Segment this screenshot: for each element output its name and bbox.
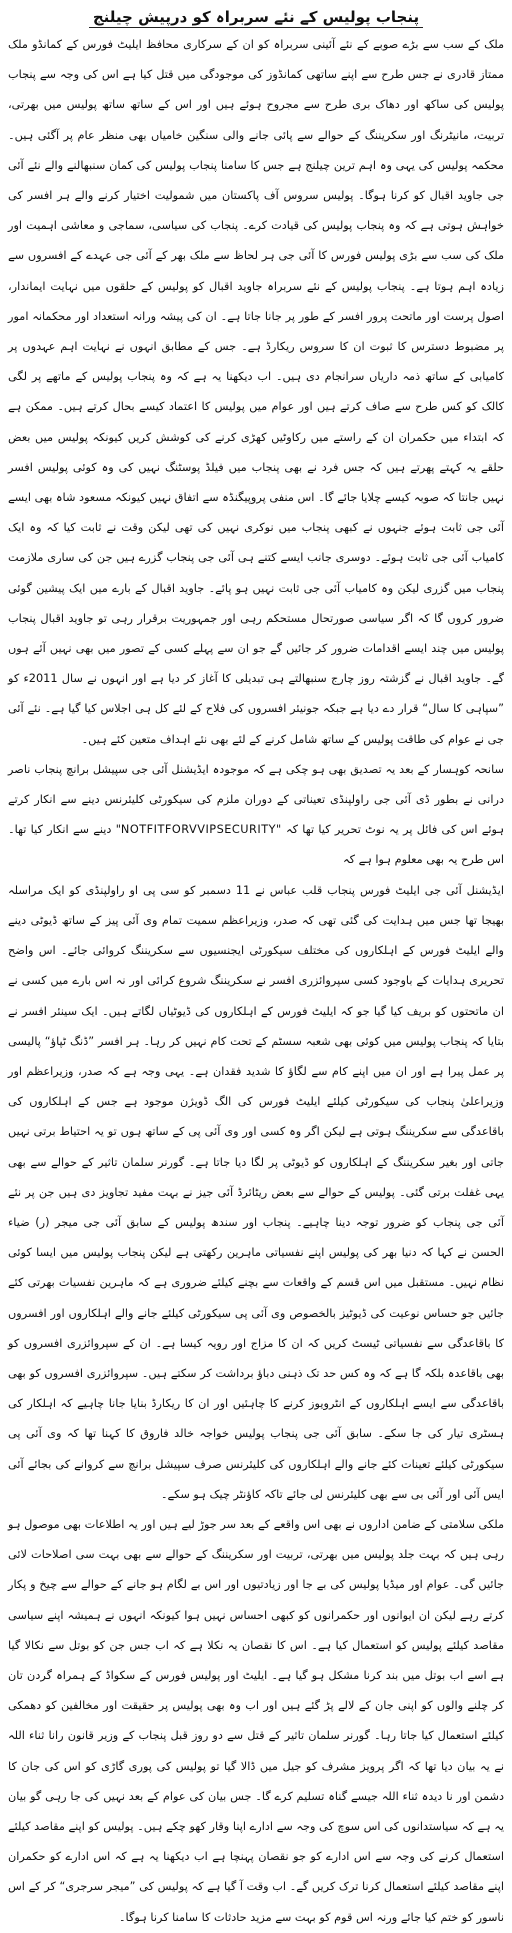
article-paragraph-3: ایڈیشنل آئی جی ایلیٹ فورس پنجاب قلب عباس نے 11 دسمبر کو سی پی او راولپنڈی کو ایک مراسلہ بھیجا تھا جس میں ہدایت کی گئی تھی کہ صدر، وزیراعظم سمیت تمام وی آئی پیز کے ساتھ ڈیوٹی دینے والے ایلیٹ فورس کے اہلکاروں کی مختلف سیکورٹی ایجنسیوں سے سکریننگ کروائی جائے۔ اس واضح تحریری ہدایات کے باوجود کسی سپروائزری افسر نے سکریننگ شروع کرائی اور نہ اس بارے میں کسی نے ان ماتحتوں کو بریف کیا گیا جو کہ ایلیٹ فورس کے اہلکاروں کی ڈیوٹیاں لگاتے ہیں۔ ایک سینئر افسر نے بتایا کہ پنجاب پولیس میں کوئی بھی شعبہ سسٹم کے تحت کام نہیں کر رہا۔ ہر افسر ”ڈنگ ٹپاؤ“ پالیسی پر عمل پیرا ہے اور ان میں اپنے کام سے لگاؤ کا شدید فقدان ہے۔ یہی وجہ ہے کہ صدر، وزیراعظم اور وزیراعلیٰ پنجاب کی سیکورٹی کیلئے ایلیٹ فورس کی الگ ڈویژن موجود ہے جس کے اہلکاروں کی باقاعدگی سے سکریننگ ہوتی ہے لیکن اگر وہ کسی اور وی آئی پی کے ساتھ ہوں تو یہ احتیاط برتی نہیں جاتی اور بغیر سکریننگ کے اہلکاروں کو ڈیوٹی پر لگا دیا جاتا ہے۔ گورنر سلمان تاثیر کے حوالے سے بھی یہی غفلت برتی گئی۔ پولیس کے حوالے سے بعض ریٹائرڈ آئی جیز نے بہت مفید تجاویز دی ہیں جن پر نئے آئی جی پنجاب کو ضرور توجہ دینا چاہیے۔ پنجاب اور سندھ پولیس کے سابق آئی جی میجر (ر) ضیاء الحسن نے کہا کہ دنیا بھر کی پولیس اپنے نفسیاتی ماہرین رکھتی ہے لیکن پنجاب پولیس میں ایسا کوئی نظام نہیں۔ مستقبل میں اس قسم کے واقعات سے بچنے کیلئے ضروری ہے کہ ماہرین نفسیات بھرتی کئے جائیں جو حساس نوعیت کی ڈیوٹیز بالخصوص وی آئی پی سیکورٹی کیلئے جانے والے اہلکاروں اور افسروں کا باقاعدگی سے نفسیاتی ٹیسٹ کریں کہ ان کا مزاج اور رویہ کیسا ہے۔ ان کے سپروائزری افسروں کو بھی باقاعدہ بلکہ گا ہے کہ وہ کس حد تک ذہنی دباؤ برداشت کر سکتے ہیں۔ سپروائزری افسروں کو بھی باقاعدگی سے ایسے اہلکاروں کے انٹرویوز کرنے کا چاہئیں اور ان کا ریکارڈ بنایا جانا چاہیے کہ اہلکار کی ہسٹری تیار کی جا سکے۔ سابق آئی جی پنجاب پولیس خواجہ خالد فاروق کا کہنا تھا کہ وی آئی پی سیکورٹی کیلئے تعینات کئے جانے والے اہلکاروں کی کلیئرنس صرف سپیشل برانچ سے کروانے کی بجائے آئی ایس آئی اور آئی بی سے بھی کلیئرنس لی جائے تاکہ کاؤنٹر چیک ہو سکے۔ [8, 883, 504, 1501]
quoted-note-code: "NOTFITFORVVIPSECURITY" [115, 823, 282, 837]
article-paragraph-1: ملک کے سب سے بڑے صوبے کے نئے آئینی سربراہ کو ان کے سرکاری محافظ ایلیٹ فورس کے کمانڈو ملک ممتاز قادری نے جس طرح سے اپنے ساتھی کمانڈوز کی موجودگی میں قتل کیا ہے اس کی وجہ سے پنجاب پولیس کی ساکھ اور دھاک بری طرح سے مجروح ہوئے ہیں اور اس کے ساتھ ساتھ پولیس میں بھرتی، تربیت، مانیٹرنگ اور سکریننگ کے حوالے سے پائی جانے والی سنگین خامیاں بھی منظر عام پر آگئی ہیں۔ محکمہ پولیس کی یہی وہ اہم ترین چیلنج ہے جس کا سامنا پنجاب پولیس کی کمان سنبھالنے والے نئے آئی جی جاوید اقبال کو کرنا ہوگا۔ پولیس سروس آف پاکستان میں شمولیت اختیار کرنے والے ہر افسر کی خواہش ہوتی ہے کہ وہ پنجاب پولیس کی قیادت کرے۔ پنجاب کی سیاسی، سماجی و معاشی اہمیت اور ملک کی سب سے بڑی پولیس فورس کا آئی جی ہر لحاظ سے ملک بھر کے آئی جی عہدے کے افسروں سے زیادہ اہم ہوتا ہے۔ پنجاب پولیس کے نئے سربراہ جاوید اقبال کو پولیس کے حلقوں میں نہایت ایماندار، اصول پرست اور ماتحت پرور افسر کے طور پر جانا جاتا ہے۔ ان کی پیشہ ورانہ استعداد اور محکمانہ امور پر مضبوط دسترس کا ثبوت ان کا سروس ریکارڈ ہے۔ جس کے مطابق انہوں نے نہایت اہم عہدوں پر کامیابی کے ساتھ ذمہ داریاں سرانجام دی ہیں۔ اب دیکھنا یہ ہے کہ وہ پنجاب پولیس کے ماتھے پر لگی کالک کو کس طرح سے صاف کرتے ہیں اور عوام میں پولیس کا اعتماد کیسے بحال کرتے ہیں۔ ممکن ہے کہ ابتداء میں حکمران ان کے راستے میں رکاوٹیں کھڑی کرنے کی کوشش کریں کیونکہ پولیس میں بعض حلقے یہ کہتے پھرتے ہیں کہ جس فرد نے بھی پنجاب میں فیلڈ پوسٹنگ نہیں کی وہ کوئی پولیس افسر نہیں جانتا کہ صوبہ کیسے چلایا جائے گا۔ اس منفی پروپیگنڈہ سے اتفاق نہیں کیونکہ مسعود شاہ بھی ایسے آئی جی ثابت ہوئے جنہوں نے کبھی پنجاب میں نوکری نہیں کی تھی لیکن وقت نے ثابت کیا کہ وہ ایک کامیاب آئی جی ثابت ہوئے۔ دوسری جانب ایسے کتنے ہی آئی جی پنجاب گزرے ہیں جن کی ساری ملازمت پنجاب میں گزری لیکن وہ کامیاب آئی جی ثابت نہیں ہو پائے۔ جاوید اقبال کے بارے میں ایک پیشین گوئی ضرور کروں گا کہ اگر سیاسی صورتحال مستحکم رہی اور جمہوریت برقرار رہی تو جاوید اقبال پنجاب پولیس میں چند ایسے اقدامات ضرور کر جائیں گے جو ان سے پہلے کسی کے تصور میں بھی نہیں آئے ہوں گے۔ جاوید اقبال نے گزشتہ روز چارج سنبھالتے ہی تبدیلی کا آغاز کر دیا ہے اور انہوں نے سال 2011ء کو ”سپاہی کا سال“ قرار دے دیا ہے جبکہ جونیئر افسروں کی فلاح کے لئے کل ہی اجلاس کیا گیا ہے۔ نئے آئی جی نے عوام کی طاقت پولیس کے ساتھ شامل کرنے کے لئے بھی نئے اہداف متعین کئے ہیں۔ [8, 38, 504, 746]
article-paragraph-2 [8, 755, 504, 876]
headline-text: پنجاب پولیس کے نئے سربراہ کو درپیش چیلنج [89, 8, 423, 28]
paragraph-2-tail: دینے سے انکار کیا تھا۔ اس طرح یہ بھی معلوم ہوا ہے کہ [8, 823, 504, 867]
paragraph-2-text: سانحہ کوہسار کے بعد یہ تصدیق بھی ہو چکی ہے کہ موجودہ ایڈیشنل آئی جی سپیشل برانچ پنجاب ناصر درانی نے بطور ڈی آئی جی راولپنڈی تعیناتی کے دوران ملزم کی سیکورٹی کلیئرنس دینے سے انکار کرتے ہوئے اس کی فائل پر یہ نوٹ تحریر کیا تھا کہ [8, 762, 505, 837]
article-headline [8, 6, 504, 28]
article-paragraph-4: ملکی سلامتی کے ضامن اداروں نے بھی اس واقعے کے بعد سر جوڑ لیے ہیں اور یہ اطلاعات بھی موصول ہو رہی ہیں کہ بہت جلد پولیس میں بھرتی، تربیت اور سکریننگ کے حوالے سے بھی بہت سی اصلاحات لائی جائیں گی۔ عوام اور میڈیا پولیس کی بے جا اور زیادتیوں اور اس بے لگام ہو جانے کے حوالے سے چیخ و پکار کرتے رہے لیکن ان ایوانوں اور حکمرانوں کو کبھی احساس نہیں ہوا کیونکہ انہوں نے ہمیشہ اپنے سیاسی مقاصد کیلئے پولیس کو استعمال کیا ہے۔ اس کا نقصان یہ نکلا ہے کہ اب جس جن کو بوتل سے نکالا گیا ہے اسے اب بوتل میں بند کرنا مشکل ہو گیا ہے۔ ایلیٹ اور پولیس فورس کے سکواڈ کے ہمراہ گردن تان کر چلنے والوں کو اپنی جان کے لالے پڑ گئے ہیں اور اب وہ بھی پولیس پر حقیقت اور مخالفین کو دھمکی کیلئے استعمال کیا جاتا رہا۔ گورنر سلمان تاثیر کے قتل سے دو روز قبل پنجاب کے وزیر قانون رانا ثناء اللہ نے یہ بیان دیا تھا کہ اگر پرویز مشرف کو جیل میں ڈالا گیا تو پولیس کی پوری گاڑی کو اس کی جان کا دشمن اور نا دیدہ ثناء اللہ جیسے گناہ تسلیم کرے گا۔ جس بیان کی عوام کے بعد نہیں کی جا رہی گو بیان یہ ہے کہ سیاستدانوں کی اس سوچ کی وجہ سے ادارے اپنا وقار کھو چکے ہیں۔ پولیس کو اپنے مقاصد کیلئے استعمال کرنے کی وجہ سے اس ادارے کو جو نقصان پہنچا ہے اب دیکھنا یہ ہے کہ اس ادارے کو حکمران اپنے مقاصد کیلئے استعمال کرنا ترک کریں گے۔ اب وقت آ گیا ہے کہ پولیس کی ”میجر سرجری“ کر کے اس ناسور کو ختم کیا جائے ورنہ اس قوم کو بہت سے مزید حادثات کا سامنا کرنا ہوگا۔ [8, 1517, 504, 1924]
article-body [8, 30, 504, 1933]
